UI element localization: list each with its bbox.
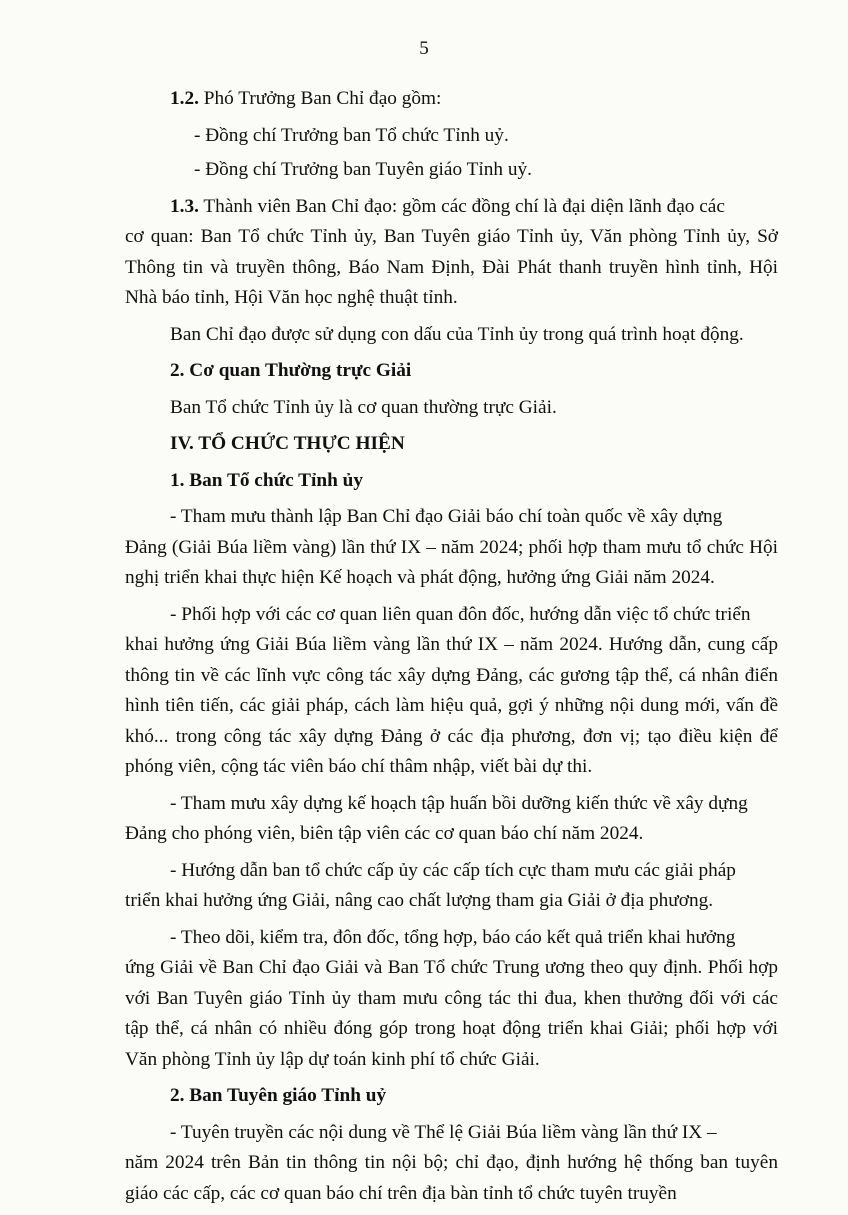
paragraph-first-line: - Hướng dẫn ban tổ chức cấp ủy các cấp tích cực tham mưu các giải pháp	[170, 859, 736, 881]
paragraph-first-line: - Tuyên truyền các nội dung về Thể lệ Giải Búa liềm vàng lần thứ IX –	[170, 1121, 717, 1143]
list-item: - Đồng chí Trưởng ban Tổ chức Tỉnh uỷ.	[194, 124, 509, 146]
heading-implementation: IV. TỔ CHỨC THỰC HIỆN	[170, 433, 405, 454]
list-item: - Đồng chí Trưởng ban Tuyên giáo Tỉnh uỷ.	[194, 159, 532, 180]
paragraph-first-line: - Tham mưu thành lập Ban Chỉ đạo Giải báo chí toàn quốc về xây dựng	[170, 506, 723, 527]
heading-standing-agency: 2. Cơ quan Thường trực Giải	[170, 360, 412, 381]
paragraph	[125, 856, 778, 917]
paragraph	[125, 789, 778, 850]
section-1-2	[170, 84, 778, 115]
paragraph	[125, 1118, 778, 1210]
paragraph-body: Đảng (Giải Búa liềm vàng) lần thứ IX – năm 2024; phối hợp tham mưu tổ chức Hội nghị triển khai thực hiện Kế hoạch và phát động, hưởng ứng Giải năm 2024.	[125, 536, 778, 588]
paragraph-body: Đảng cho phóng viên, biên tập viên các cơ quan báo chí năm 2024.	[125, 823, 644, 844]
paragraph-body: ứng Giải về Ban Chỉ đạo Giải và Ban Tổ chức Trung ương theo quy định. Phối hợp với Ban Tuyên giáo Tỉnh ủy tham mưu công tác thi đua, khen thưởng đối với các tập thể, cá nhân có nhiều đóng góp trong hoạt động triển khai Giải; phối hợp với Văn phòng Tỉnh ủy lập dự toán kinh phí tổ chức Giải.	[125, 957, 778, 1070]
section-number: 1.2.	[170, 88, 199, 109]
section-body: cơ quan: Ban Tổ chức Tỉnh ủy, Ban Tuyên giáo Tỉnh ủy, Văn phòng Tỉnh ủy, Sở Thông tin và truyền thông, Báo Nam Định, Đài Phát thanh truyền hình tỉnh, Hội Nhà báo tỉnh, Hội Văn học nghệ thuật tỉnh.	[125, 226, 778, 308]
document-body	[125, 84, 778, 1215]
seal-note: Ban Chỉ đạo được sử dụng con dấu của Tỉnh ủy trong quá trình hoạt động.	[170, 323, 744, 345]
paragraph-body: triển khai hưởng ứng Giải, nâng cao chất lượng tham gia Giải ở địa phương.	[125, 890, 714, 911]
paragraph-first-line: - Theo dõi, kiểm tra, đôn đốc, tổng hợp, báo cáo kết quả triển khai hưởng	[170, 926, 736, 948]
heading-organization-board: 1. Ban Tổ chức Tỉnh ủy	[170, 469, 364, 491]
paragraph-first-line: - Tham mưu xây dựng kế hoạch tập huấn bồi dưỡng kiến thức về xây dựng	[170, 792, 748, 814]
paragraph-body: năm 2024 trên Bản tin thông tin nội bộ; chỉ đạo, định hướng hệ thống ban tuyên giáo các cấp, các cơ quan báo chí trên địa bàn tỉnh tổ chức tuyên truyền	[125, 1152, 778, 1204]
paragraph-first-line: - Phối hợp với các cơ quan liên quan đôn đốc, hướng dẫn việc tổ chức triển	[170, 603, 751, 625]
section-text: Phó Trưởng Ban Chỉ đạo gồm:	[203, 88, 442, 109]
paragraph	[125, 600, 778, 783]
paragraph	[125, 502, 778, 594]
section-number: 1.3.	[170, 195, 199, 217]
standing-agency-text: Ban Tổ chức Tỉnh ủy là cơ quan thường trực Giải.	[170, 396, 557, 418]
page-number: 5	[419, 38, 429, 59]
heading-propaganda-board: 2. Ban Tuyên giáo Tỉnh uỷ	[170, 1085, 387, 1106]
paragraph	[125, 923, 778, 1076]
paragraph-body: khai hưởng ứng Giải Búa liềm vàng lần thứ IX – năm 2024. Hướng dẫn, cung cấp thông tin về các lĩnh vực công tác xây dựng Đảng, các gương tập thể, cá nhân điển hình tiên tiến, các giải pháp, cách làm hiệu quả, gợi ý những nội dung mới, vấn đề khó... trong công tác xây dựng Đảng ở các địa phương, đơn vị; tạo điều kiện để phóng viên, cộng tác viên báo chí thâm nhập, viết bài dự thi.	[125, 634, 778, 777]
section-first-line: Thành viên Ban Chỉ đạo: gồm các đồng chí là đại diện lãnh đạo các	[203, 195, 725, 217]
section-1-3	[125, 192, 778, 314]
